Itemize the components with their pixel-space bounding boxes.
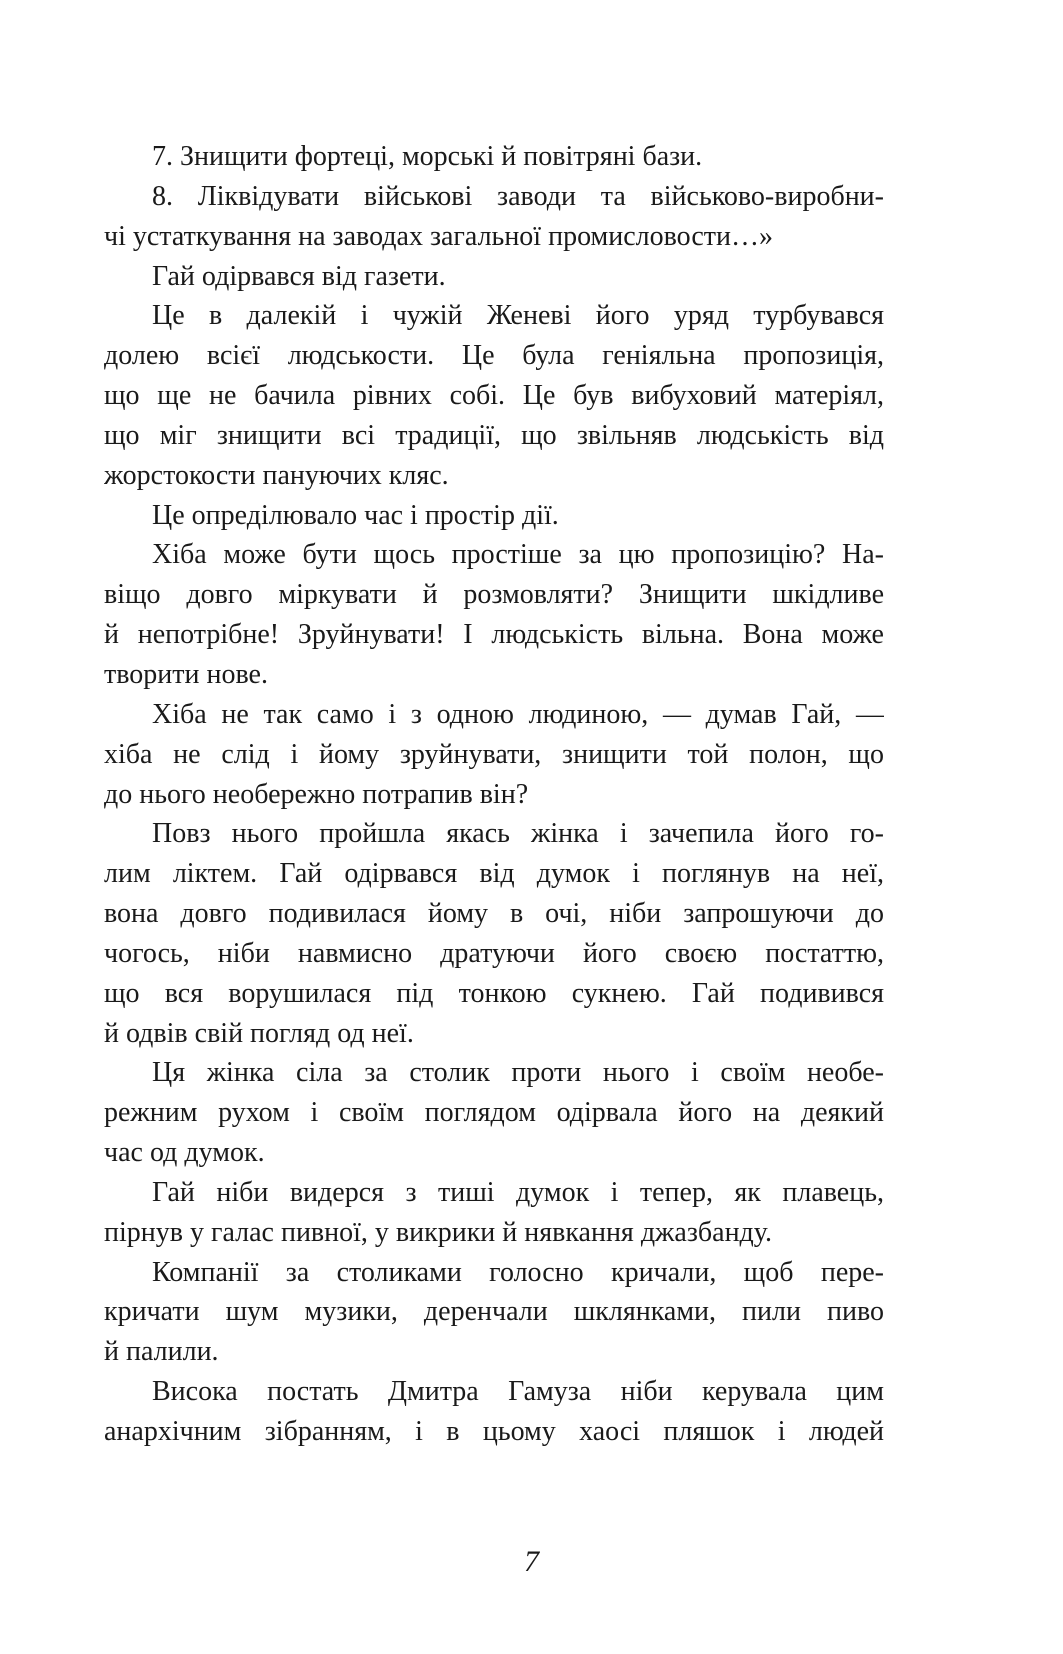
text-line: Ця жінка сіла за столик проти нього і своїм необе- (152, 1057, 884, 1089)
text-line: й палили. (104, 1336, 219, 1368)
text-line: Гай ніби видерся з тиші думок і тепер, як плавець, (152, 1176, 884, 1208)
text-line: й непотрібне! Зруйнувати! І людськість вільна. Вона може (104, 619, 884, 651)
text-line: 8. Ліквідувати військові заводи та військово-виробни- (152, 180, 884, 212)
text-line: Хіба не так само і з одною людиною, — думав Гай, — (152, 698, 884, 730)
text-line: пірнув у галас пивної, у викрики й нявкання джазбанду. (104, 1216, 772, 1248)
text-line: лим ліктем. Гай одірвався від думок і поглянув на неї, (104, 858, 884, 890)
paragraph (104, 496, 884, 536)
paragraph (104, 177, 884, 257)
text-line: Повз нього пройшла якась жінка і зачепила його го- (152, 818, 884, 850)
text-line: хіба не слід і йому зруйнувати, знищити той полон, що (104, 738, 884, 770)
text-line: що вся ворушилася під тонкою сукнею. Гай подивився (104, 977, 884, 1009)
text-line: що ще не бачила рівних собі. Це був вибуховий матеріял, (104, 380, 884, 412)
text-line: долею всієї людськости. Це була геніяльна пропозиція, (104, 340, 884, 372)
paragraph (104, 1372, 884, 1452)
text-line: віщо довго міркувати й розмовляти? Знищити шкідливе (104, 579, 884, 611)
paragraph (104, 257, 884, 297)
text-line: що міг знищити всі традиції, що звільняв людськість від (104, 419, 884, 451)
paragraph (104, 137, 884, 177)
paragraph (104, 814, 884, 1053)
text-line: чі устаткування на заводах загальної промисловости…» (104, 220, 774, 252)
paragraph (104, 1253, 884, 1373)
text-line: анархічним зібранням, і в цьому хаосі пляшок і людей (104, 1416, 884, 1447)
text-line: Хіба може бути щось простіше за цю пропозицію? На- (152, 539, 884, 571)
text-line: до нього необережно потрапив він? (104, 778, 529, 810)
text-line: Компанії за столиками голосно кричали, щоб пере- (152, 1256, 884, 1288)
paragraph (104, 1173, 884, 1253)
body-text (104, 137, 884, 1452)
text-line: час од думок. (104, 1137, 265, 1169)
text-line: 7. Знищити фортеці, морські й повітряні бази. (152, 141, 703, 172)
paragraph (104, 535, 884, 694)
paragraph (104, 1053, 884, 1173)
paragraph (104, 296, 884, 495)
text-line: Це в далекій і чужій Женеві його уряд турбувався (152, 300, 884, 332)
page-number: 7 (524, 1545, 539, 1578)
paragraph (104, 695, 884, 815)
text-line: вона довго подивилася йому в очі, ніби запрошуючи до (104, 898, 884, 930)
text-line: Висока постать Дмитра Гамуза ніби керувала цим (152, 1376, 884, 1408)
text-line: творити нове. (104, 658, 268, 690)
text-line: Це опреділювало час і простір дії. (152, 499, 559, 531)
text-line: режним рухом і своїм поглядом одірвала його на деякий (104, 1097, 884, 1129)
text-line: жорстокости пануючих кляс. (104, 459, 449, 491)
text-line: й одвів свій погляд од неї. (104, 1017, 414, 1049)
text-line: чогось, ніби навмисно дратуючи його своєю постаттю, (104, 937, 884, 969)
text-line: кричати шум музики, деренчали шклянками, пили пиво (104, 1296, 884, 1328)
text-line: Гай одірвався від газети. (152, 260, 446, 292)
